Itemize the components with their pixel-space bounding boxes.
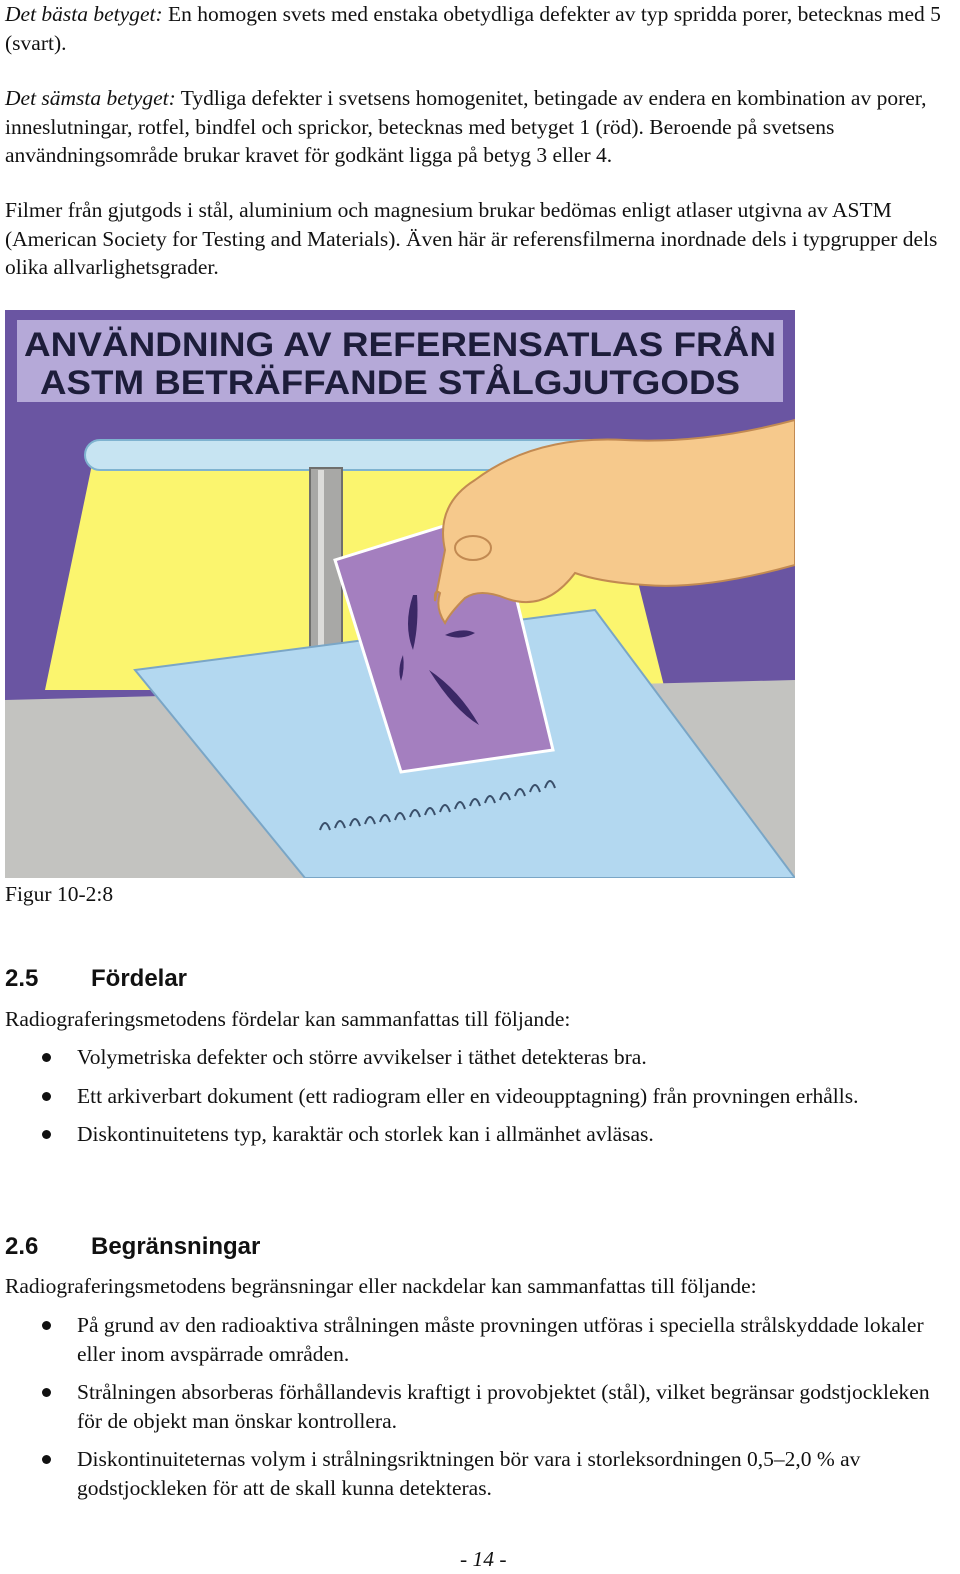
list-item-text: På grund av den radioaktiva strålningen måste provningen utföras i speciella strålskyddade lokaler eller inom avspärrade områden. — [77, 1313, 924, 1366]
limitations-intro: Radiograferingsmetodens begränsningar eller nackdelar kan sammanfattas till följande: — [5, 1274, 757, 1298]
list-item-text: Diskontinuitetens typ, karaktär och storlek kan i allmänhet avläsas. — [77, 1122, 654, 1146]
figure-title-line2: ASTM BETRÄFFANDE STÅLGJUTGODS — [40, 364, 740, 402]
list-item-text: Strålningen absorberas förhållandevis kraftigt i provobjektet (stål), vilket begränsar godstjockleken för de objekt man önskar kontrollera. — [77, 1380, 930, 1433]
section-number: 2.6 — [5, 1233, 39, 1260]
limitations-list — [5, 1311, 955, 1512]
bullet-icon — [42, 1092, 51, 1101]
advantages-list — [5, 1043, 955, 1159]
list-item — [5, 1311, 955, 1368]
advantages-intro: Radiograferingsmetodens fördelar kan sammanfattas till följande: — [5, 1007, 571, 1031]
section-number: 2.5 — [5, 965, 39, 992]
atlas-illustration — [5, 310, 795, 878]
list-item — [5, 1082, 955, 1111]
list-item — [5, 1120, 955, 1149]
list-item — [5, 1043, 955, 1072]
list-item — [5, 1445, 955, 1502]
best-grade-lead: Det bästa betyget: — [5, 2, 163, 26]
section-title: Fördelar — [91, 965, 188, 992]
bullet-icon — [42, 1455, 51, 1464]
paragraph-astm: Filmer från gjutgods i stål, aluminium och magnesium brukar bedömas enligt atlaser utgivna av ASTM (American Society for Testing and Materials). Även här är referensfilmerna inordnade dels i typgrupper dels olika allvarlighetsgrader. — [5, 198, 938, 279]
lamp-stem-highlight — [318, 470, 324, 666]
bullet-icon — [42, 1130, 51, 1139]
bullet-icon — [42, 1053, 51, 1062]
best-grade-text: En homogen svets med enstaka obetydliga defekter av typ spridda porer, betecknas med 5 (svart). — [5, 2, 941, 55]
thumb — [455, 536, 491, 560]
list-item-text: Ett arkiverbart dokument (ett radiogram eller en videoupptagning) från provningen erhålls. — [77, 1083, 859, 1108]
list-item — [5, 1378, 955, 1435]
bullet-icon — [42, 1388, 51, 1397]
list-item-text: Diskontinuiteternas volym i strålningsriktningen bör vara i storleksordningen 0,5–2,0 % av godstjockleken för att de skall kunna detekteras. — [77, 1447, 861, 1500]
paragraph-best-grade — [5, 0, 955, 57]
page-number: - 14 - — [460, 1547, 507, 1571]
worst-grade-lead: Det sämsta betyget: — [5, 86, 176, 110]
paragraph-worst-grade — [5, 84, 955, 170]
figure-title-line1: ANVÄNDNING AV REFERENSATLAS FRÅN — [24, 326, 777, 364]
figure-caption: Figur 10-2:8 — [5, 882, 114, 906]
list-item-text: Volymetriska defekter och större avvikelser i täthet detekteras bra. — [77, 1045, 647, 1069]
bullet-icon — [42, 1321, 51, 1330]
figure-illustration — [5, 310, 795, 878]
section-heading-limitations — [5, 1232, 260, 1262]
section-title: Begränsningar — [91, 1233, 261, 1260]
worst-grade-text: Tydliga defekter i svetsens homogenitet, betingade av endera en kombination av porer, inneslutningar, rotfel, bindfel och sprickor, betecknas med betyget 1 (röd). Beroende på svetsens användningsområde brukar kravet för godkänt ligga på betyg 3 eller 4. — [5, 86, 927, 167]
section-heading-advantages — [5, 964, 187, 994]
